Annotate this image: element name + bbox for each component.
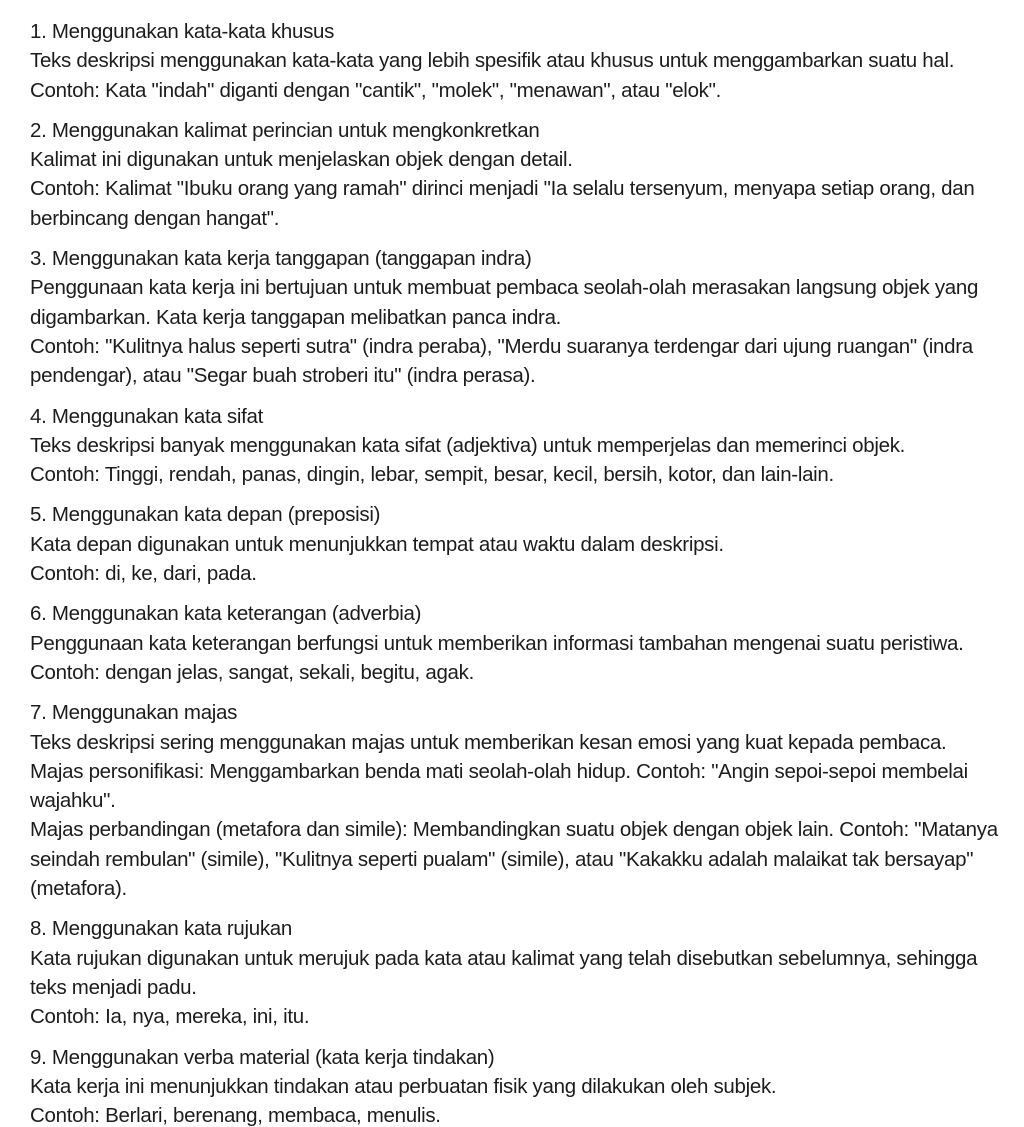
section-heading: 3. Menggunakan kata kerja tanggapan (tanggapan indra): [30, 247, 532, 271]
paragraph: Contoh: "Kulitnya halus seperti sutra" (indra peraba), "Merdu suaranya terdengar dari ujung ruangan" (indra pendengar), atau "Segar buah stroberi itu" (indra perasa).: [30, 334, 973, 388]
paragraph: Contoh: Berlari, berenang, membaca, menulis.: [30, 1104, 441, 1127]
section-heading: 7. Menggunakan majas: [30, 701, 238, 725]
section: [30, 599, 998, 687]
paragraph: Contoh: Ia, nya, mereka, ini, itu.: [30, 1005, 310, 1029]
paragraph: Kata kerja ini menunjukkan tindakan atau perbuatan fisik yang dilakukan oleh subjek.: [30, 1074, 777, 1098]
paragraph: Contoh: dengan jelas, sangat, sekali, begitu, agak.: [30, 660, 474, 684]
paragraph: Teks deskripsi sering menggunakan majas untuk memberikan kesan emosi yang kuat kepada pembaca.: [30, 730, 947, 754]
section-heading: 4. Menggunakan kata sifat: [30, 404, 263, 428]
paragraph: Teks deskripsi menggunakan kata-kata yang lebih spesifik atau khusus untuk menggambarkan suatu hal.: [30, 49, 955, 73]
paragraph: Majas perbandingan (metafora dan simile): Membandingkan suatu objek dengan objek lain. Contoh: "Matanya seindah rembulan" (simile), "Kulitnya seperti pualam" (simile), atau "Kakakku adalah malaikat tak bersayap" (metafora).: [30, 818, 998, 901]
section: [30, 402, 998, 490]
section: [30, 500, 998, 588]
section: [30, 1043, 998, 1127]
section-heading: 8. Menggunakan kata rujukan: [30, 917, 293, 941]
paragraph: Contoh: Kalimat "Ibuku orang yang ramah" dirinci menjadi "Ia selalu tersenyum, menyapa setiap orang, dan berbincang dengan hangat".: [30, 177, 975, 230]
paragraph: Penggunaan kata kerja ini bertujuan untuk membuat pembaca seolah-olah merasakan langsung objek yang digambarkan. Kata kerja tanggapan melibatkan panca indra.: [30, 276, 979, 329]
section-heading: 9. Menggunakan verba material (kata kerja tindakan): [30, 1045, 495, 1069]
paragraph: Contoh: Kata "indah" diganti dengan "cantik", "molek", "menawan", atau "elok".: [30, 78, 721, 102]
paragraph: Contoh: di, ke, dari, pada.: [30, 562, 257, 586]
section: [30, 17, 998, 105]
document-body: [30, 17, 998, 1127]
section-heading: 1. Menggunakan kata-kata khusus: [30, 20, 335, 43]
paragraph: Kalimat ini digunakan untuk menjelaskan objek dengan detail.: [30, 148, 573, 172]
section: [30, 914, 998, 1031]
paragraph: Contoh: Tinggi, rendah, panas, dingin, lebar, sempit, besar, kecil, bersih, kotor, dan lain-lain.: [30, 463, 834, 487]
section: [30, 244, 998, 390]
paragraph: Kata depan digunakan untuk menunjukkan tempat atau waktu dalam deskripsi.: [30, 532, 724, 556]
section-heading: 6. Menggunakan kata keterangan (adverbia): [30, 602, 422, 626]
paragraph: Kata rujukan digunakan untuk merujuk pada kata atau kalimat yang telah disebutkan sebelumnya, sehingga teks menjadi padu.: [30, 946, 978, 999]
section: [30, 116, 998, 233]
section-heading: 2. Menggunakan kalimat perincian untuk mengkonkretkan: [30, 118, 540, 142]
section: [30, 698, 998, 903]
paragraph: Majas personifikasi: Menggambarkan benda mati seolah-olah hidup. Contoh: "Angin sepoi-sepoi membelai wajahku".: [30, 759, 968, 813]
section-heading: 5. Menggunakan kata depan (preposisi): [30, 503, 381, 527]
paragraph: Penggunaan kata keterangan berfungsi untuk memberikan informasi tambahan mengenai suatu peristiwa.: [30, 631, 964, 655]
paragraph: Teks deskripsi banyak menggunakan kata sifat (adjektiva) untuk memperjelas dan memerinci objek.: [30, 433, 906, 457]
